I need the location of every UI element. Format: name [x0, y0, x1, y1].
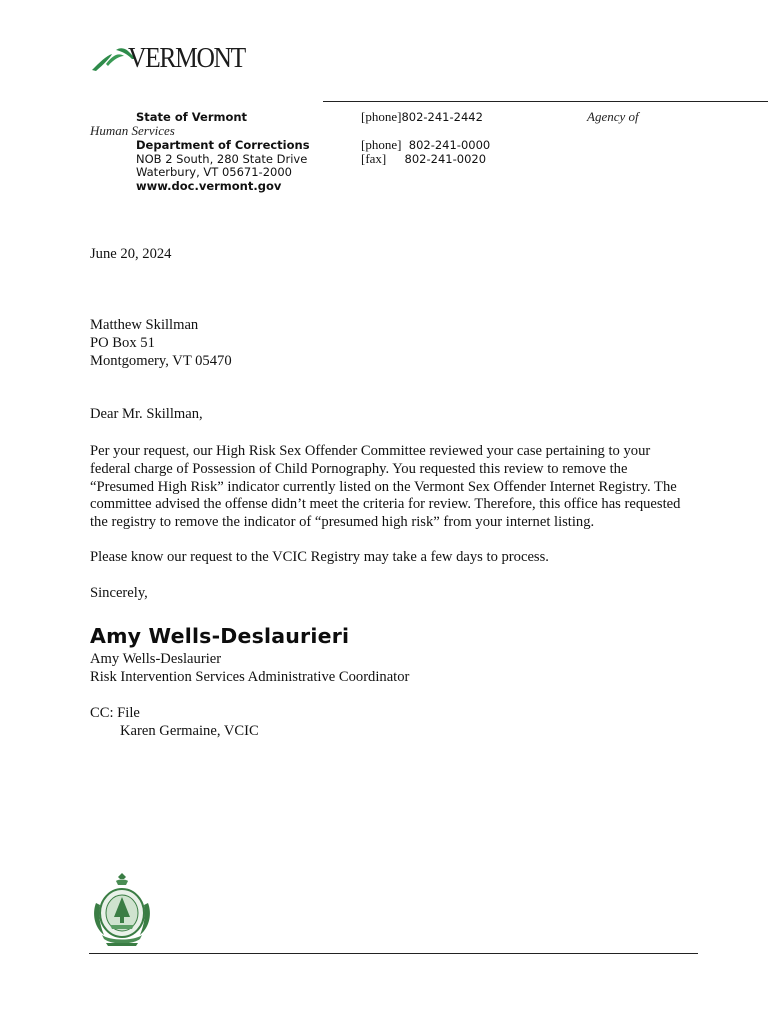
vermont-logo — [90, 42, 290, 78]
recipient-address-line1: PO Box 51 — [90, 335, 155, 351]
cc-line2: Karen Germaine, VCIC — [120, 723, 259, 739]
signature: Amy Wells-Deslaurieri — [90, 624, 350, 648]
fax-label: [fax] — [361, 151, 387, 166]
signer-name: Amy Wells-Deslaurier — [90, 651, 222, 667]
signer-title: Risk Intervention Services Administrative Coordinator — [90, 669, 410, 685]
header-department: Department of Corrections — [136, 138, 310, 152]
header-phone1 — [361, 110, 483, 124]
header-divider — [323, 101, 768, 102]
letter-date: June 20, 2024 — [90, 246, 172, 262]
header-agency-line2: Human Services — [90, 123, 175, 138]
footer-divider — [89, 953, 698, 954]
phone1-label: [phone] — [361, 109, 402, 124]
header-phone2 — [361, 138, 490, 152]
logo-wordmark: VERMONT — [128, 42, 245, 74]
fax-value: 802-241-0020 — [404, 152, 487, 166]
header-address-line1: NOB 2 South, 280 State Drive — [136, 152, 308, 166]
vermont-seal-icon — [90, 873, 154, 947]
body-paragraph-1: Per your request, our High Risk Sex Offender Committee reviewed your case pertaining to your federal charge of Possession of Child Pornography. You requested this review to remove the “Presumed High Risk” indicator currently listed on the Vermont Sex Offender Internet Registry. The committee advised the offense didn’t meet the criteria for review. Therefore, this office has requested the registry to remove the indicator of “presumed high risk” from your internet listing. — [90, 443, 681, 531]
salutation: Dear Mr. Skillman, — [90, 406, 203, 422]
state-seal — [90, 873, 154, 947]
header-address-line2: Waterbury, VT 05671-2000 — [136, 165, 292, 179]
header-fax — [361, 152, 486, 166]
header-agency-line1: Agency of — [587, 109, 639, 124]
phone2-value: 802-241-0000 — [408, 138, 491, 152]
phone1-value: 802-241-2442 — [401, 110, 483, 124]
body-paragraph-2: Please know our request to the VCIC Registry may take a few days to process. — [90, 549, 549, 565]
closing: Sincerely, — [90, 585, 148, 601]
phone2-label: [phone] — [361, 137, 402, 152]
header-website[interactable]: www.doc.vermont.gov — [136, 179, 282, 193]
header-state: State of Vermont — [136, 110, 248, 124]
recipient-name: Matthew Skillman — [90, 317, 199, 333]
cc-line1: CC: File — [90, 705, 140, 721]
recipient-address-line2: Montgomery, VT 05470 — [90, 353, 232, 369]
